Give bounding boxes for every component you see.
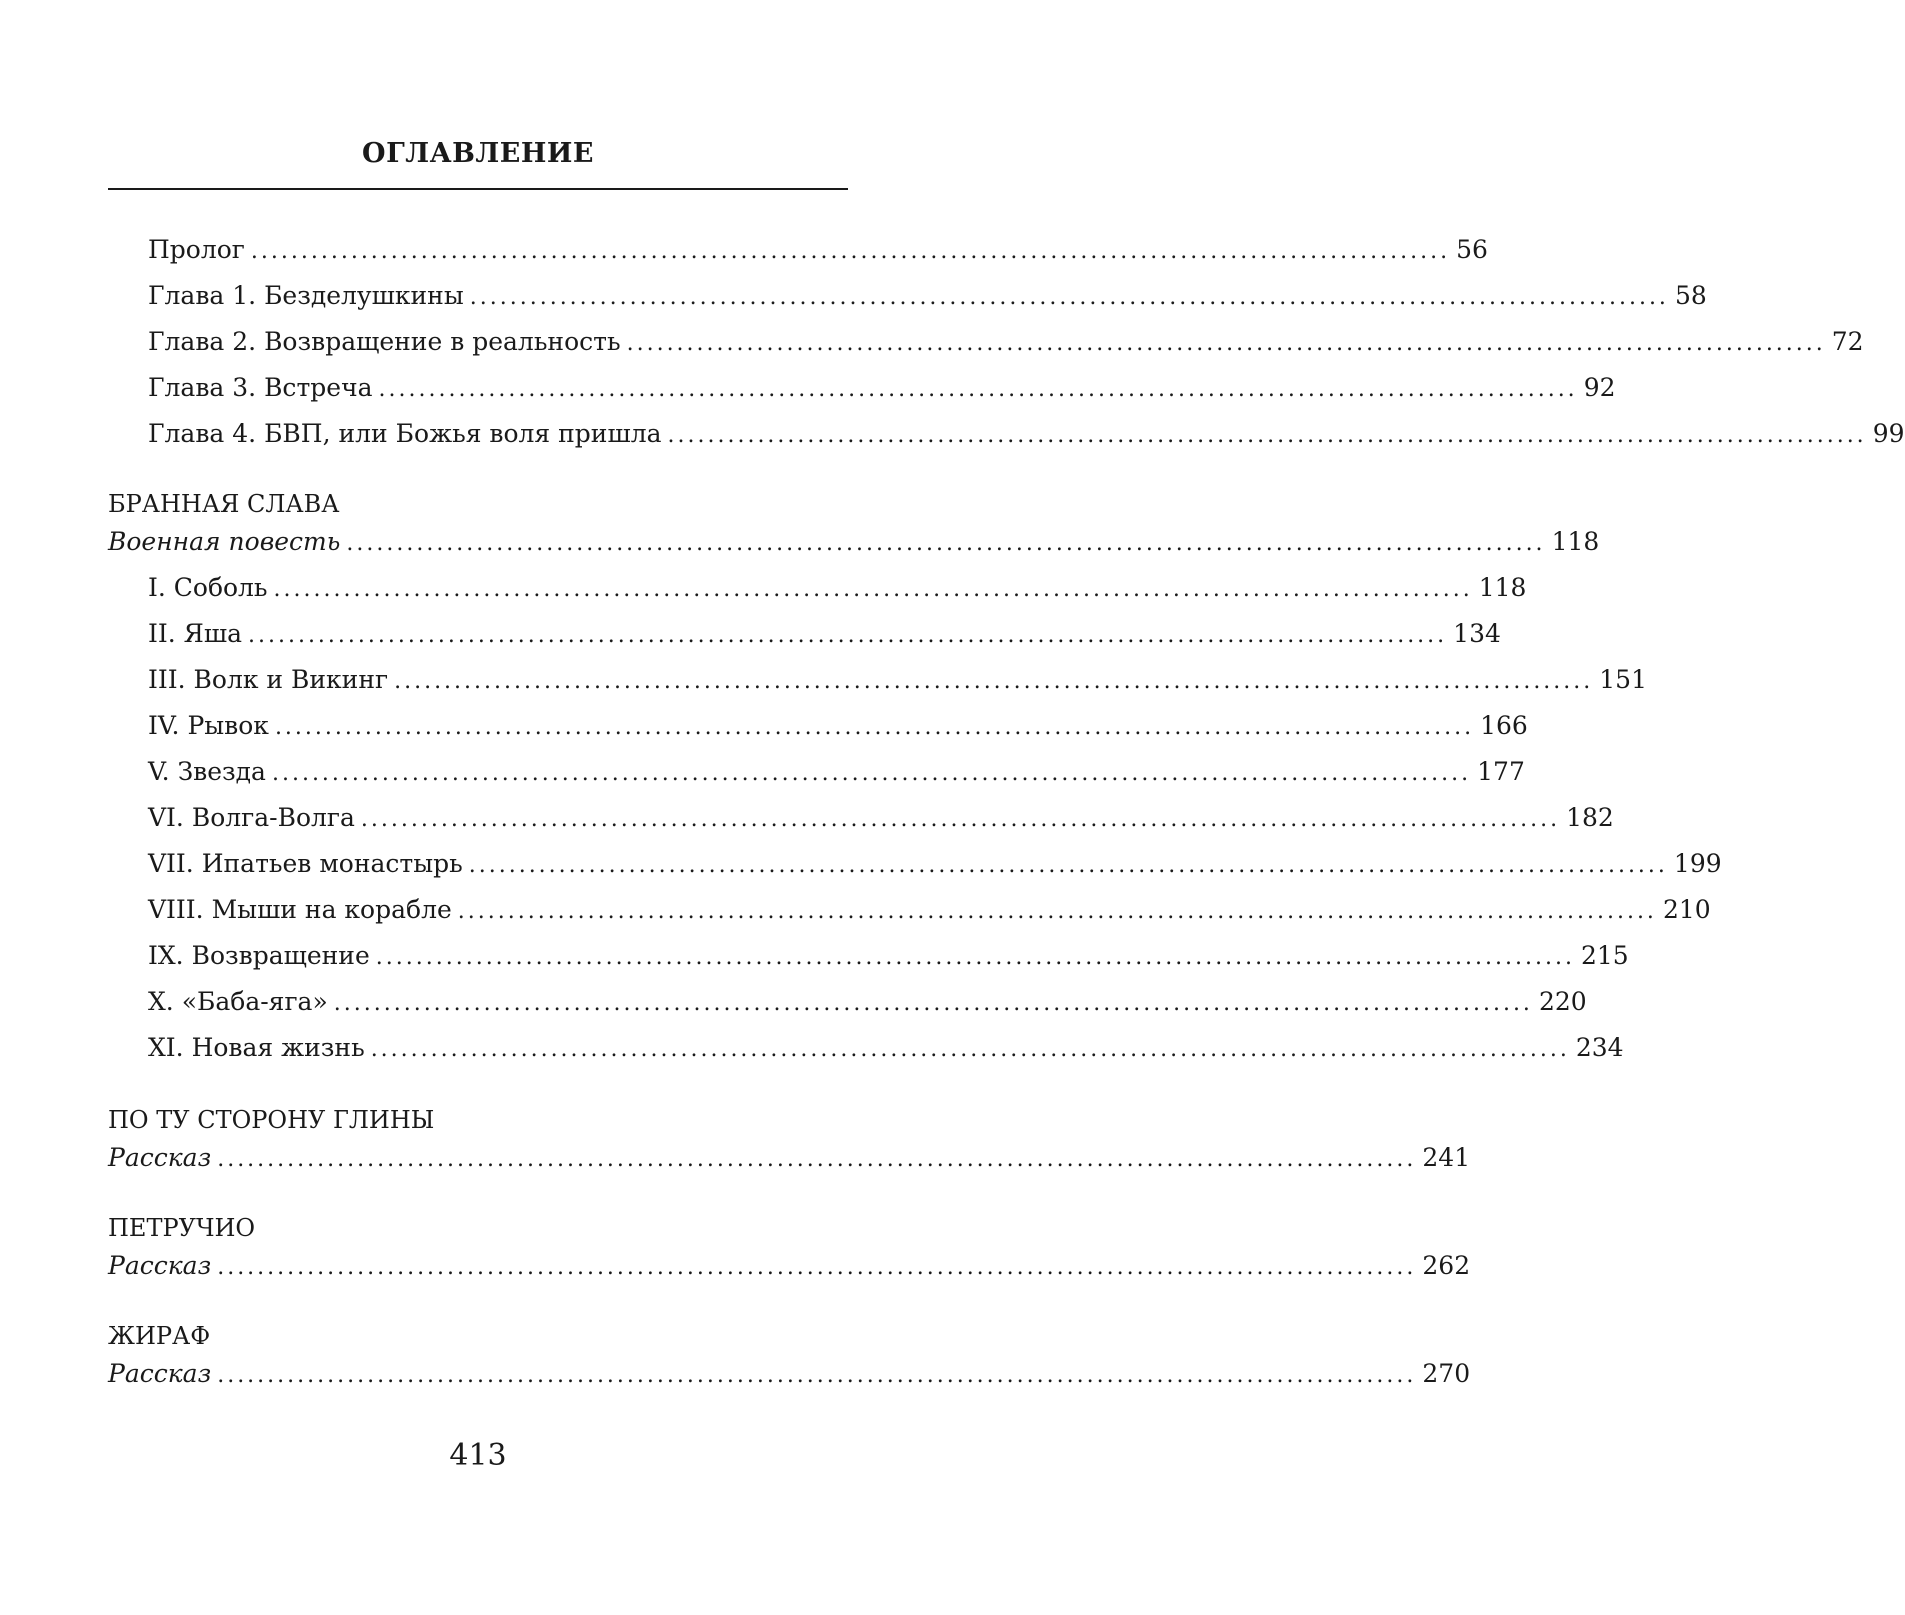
entry-label: Рассказ [108,1251,212,1280]
dot-leader: ........................................................................................................................ [333,991,1533,1016]
entry-page: 166 [1480,711,1528,740]
entry-page: 134 [1453,619,1501,648]
entry-label: IV. Рывок [148,711,269,740]
toc-entry-chapter-4 [148,416,1905,454]
toc-entry-chapter-1 [148,278,1707,316]
entry-label: X. «Баба-яга» [148,987,328,1016]
dot-leader: ........................................................................................................................ [378,377,1578,402]
entry-page: 270 [1422,1359,1471,1388]
section-subtitle-entry [108,524,1600,562]
dot-leader: ........................................................................................................................ [667,423,1867,448]
dot-leader: ........................................................................................................................ [375,945,1575,970]
dot-leader: ........................................................................................................................ [394,669,1594,694]
dot-leader: ........................................................................................................................ [247,623,1448,648]
dot-leader: ........................................................................................................................ [271,761,1472,786]
toc-entry-chapter [148,938,1629,976]
entry-page: 177 [1477,757,1525,786]
toc-entry-chapter [148,708,1528,746]
entry-label: Военная повесть [108,527,341,556]
section-subtitle-entry [108,1140,1471,1178]
entry-label: III. Волк и Викинг [148,665,389,694]
toc-entry-chapter [148,616,1501,654]
page-number: 413 [449,1438,507,1473]
section-title: БРАННАЯ СЛАВА [108,490,340,518]
toc-heading: ОГЛАВЛЕНИЕ [362,138,594,169]
entry-label: Глава 2. Возвращение в реальность [148,327,621,356]
section-subtitle-entry [108,1248,1471,1286]
entry-page: 182 [1566,803,1614,832]
entry-label: VIII. Мыши на корабле [148,895,452,924]
section-title: ПЕТРУЧИО [108,1214,256,1242]
dot-leader: ........................................................................................................................ [469,285,1669,310]
entry-page: 118 [1478,573,1527,602]
entry-label: Глава 1. Безделушкины [148,281,464,310]
dot-leader: ........................................................................................................................ [370,1037,1570,1062]
entry-label: VI. Волга-Волга [148,803,355,832]
dot-leader: ........................................................................................................................ [273,577,1473,602]
entry-page: 199 [1673,849,1722,878]
toc-entry-chapter [148,984,1587,1022]
entry-label: I. Соболь [148,573,268,602]
toc-entry-chapter [148,800,1614,838]
section-title: ПО ТУ СТОРОНУ ГЛИНЫ [108,1106,435,1134]
toc-entry-chapter [148,662,1647,700]
entry-label: Глава 3. Встреча [148,373,373,402]
entry-label: II. Яша [148,619,242,648]
toc-entry-prologue [148,232,1488,270]
toc-entry-chapter [148,892,1711,930]
dot-leader: ........................................................................................................................ [217,1363,1417,1388]
dot-leader: ........................................................................................................................ [274,715,1475,740]
entry-page: 210 [1662,895,1711,924]
entry-page: 92 [1583,373,1616,402]
entry-page: 262 [1422,1251,1471,1280]
dot-leader: ........................................................................................................................ [626,331,1826,356]
dot-leader: ........................................................................................................................ [250,239,1451,264]
entry-page: 234 [1575,1033,1624,1062]
section-title: ЖИРАФ [108,1322,211,1350]
entry-page: 58 [1674,281,1707,310]
entry-page: 220 [1538,987,1587,1016]
entry-page: 151 [1599,665,1647,694]
toc-entry-chapter-2 [148,324,1864,362]
entry-page: 118 [1551,527,1600,556]
dot-leader: ........................................................................................................................ [457,899,1657,924]
entry-label: V. Звезда [148,757,266,786]
entry-label: Пролог [148,235,245,264]
toc-entry-chapter-3 [148,370,1616,408]
entry-page: 241 [1422,1143,1471,1172]
entry-page: 215 [1580,941,1629,970]
entry-label: Рассказ [108,1143,212,1172]
toc-entry-chapter [148,846,1722,884]
heading-rule [108,188,848,190]
dot-leader: ........................................................................................................................ [217,1255,1417,1280]
dot-leader: ........................................................................................................................ [217,1147,1417,1172]
entry-page: 56 [1456,235,1488,264]
toc-entry-chapter [148,1030,1624,1068]
section-subtitle-entry [108,1356,1471,1394]
entry-page: 99 [1872,419,1905,448]
toc-entry-chapter [148,570,1527,608]
entry-label: Рассказ [108,1359,212,1388]
entry-label: IX. Возвращение [148,941,370,970]
entry-label: Глава 4. БВП, или Божья воля пришла [148,419,662,448]
dot-leader: ........................................................................................................................ [346,531,1546,556]
toc-entry-chapter [148,754,1525,792]
dot-leader: ........................................................................................................................ [360,807,1561,832]
entry-label: XI. Новая жизнь [148,1033,365,1062]
entry-label: VII. Ипатьев монастырь [148,849,463,878]
dot-leader: ........................................................................................................................ [468,853,1668,878]
entry-page: 72 [1831,327,1864,356]
